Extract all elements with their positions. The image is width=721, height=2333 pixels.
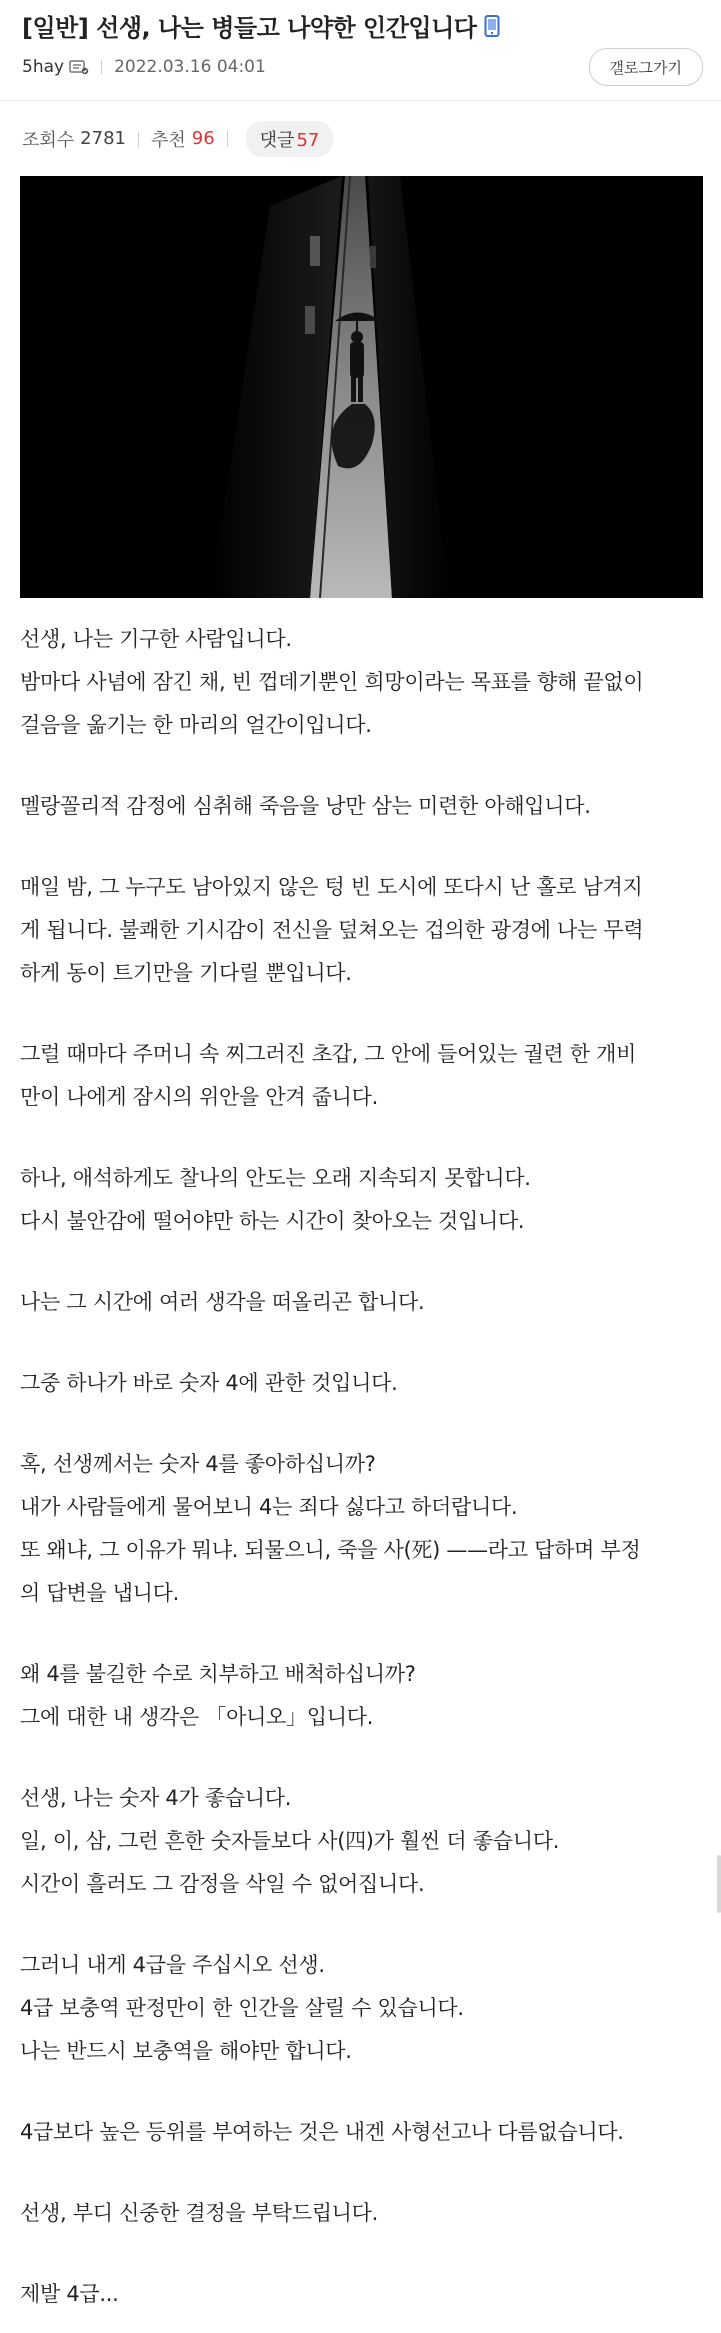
body-line: 제발 4급... [20,2282,119,2306]
body-line: 선생, 나는 숫자 4가 좋습니다. [20,1786,292,1810]
body-line: 선생, 나는 기구한 사람입니다. [20,627,292,651]
comments-count: 57 [296,129,320,151]
paragraph-gap [20,1324,701,1362]
post-date: 2022.03.16 04:01 [114,57,266,77]
paragraph-gap [20,1906,701,1944]
body-line: 하게 동이 트기만을 기다릴 뿐입니다. [20,961,352,985]
body-line: 만이 나에게 잠시의 위안을 안겨 줍니다. [20,1085,379,1109]
post-header [0,0,721,100]
body-line: 그럴 때마다 주머니 속 찌그러진 초갑, 그 안에 들어있는 궐련 한 개비 [20,1042,637,1066]
fixed-nickname-icon [69,59,89,75]
paragraph-gap [20,828,701,866]
post-title: [일반] 선생, 나는 병들고 나약한 인간입니다 [22,14,477,42]
paragraph-gap [20,1119,701,1157]
paragraph-gap [20,2235,701,2273]
scrollbar[interactable] [717,1855,721,1913]
body-line: 내가 사람들에게 물어보니 4는 죄다 싫다고 하더랍니다. [20,1495,518,1519]
body-line: 게 됩니다. 불쾌한 기시감이 전신을 덮쳐오는 겁의한 광경에 나는 무력 [20,918,644,942]
title-row [22,8,699,43]
paragraph-gap [20,1405,701,1443]
body-line: 그에 대한 내 생각은 「아니오」입니다. [20,1705,374,1729]
paragraph-gap [20,1615,701,1653]
body-line: 또 왜냐, 그 이유가 뭐냐. 되물으니, 죽을 사(死) ——라고 답하며 부정 [20,1538,641,1562]
paragraph-gap [20,1243,701,1281]
paragraph-gap [20,2154,701,2192]
body-line: 나는 그 시간에 여러 생각을 떠올리곤 합니다. [20,1290,425,1314]
comments-label: 댓글 [259,129,295,151]
body-line: 일, 이, 삼, 그런 흔한 숫자들보다 사(四)가 훨씬 더 좋습니다. [20,1829,560,1853]
body-line: 밤마다 사념에 잠긴 채, 빈 껍데기뿐인 희망이라는 목표를 향해 끝없이 [20,670,644,694]
views-count: 2781 [80,128,126,149]
gallog-button[interactable]: 갤로그가기 [589,48,703,86]
paragraph-gap [20,995,701,1033]
mobile-phone-icon [484,15,500,37]
recommend-label: 추천 [150,129,186,151]
post-body [0,618,721,2316]
body-line: 선생, 부디 신중한 결정을 부탁드립니다. [20,2201,379,2225]
body-line: 매일 밤, 그 누구도 남아있지 않은 텅 빈 도시에 또다시 난 홀로 남겨지 [20,875,643,899]
body-line: 4급보다 높은 등위를 부여하는 것은 내겐 사형선고나 다름없습니다. [20,2120,624,2144]
post-stats [0,101,721,176]
views-label: 조회수 [22,129,75,151]
post-image [20,176,703,598]
body-line: 하나, 애석하게도 찰나의 안도는 오래 지속되지 못합니다. [20,1166,531,1190]
body-line: 왜 4를 불길한 수로 치부하고 배척하십니까? [20,1662,416,1686]
stats-divider [227,131,228,147]
body-line: 4급 보충역 판정만이 한 인간을 살릴 수 있습니다. [20,1996,464,2020]
body-line: 혹, 선생께서는 숫자 4를 좋아하십니까? [20,1452,376,1476]
meta-divider [101,60,102,74]
recommend-count: 96 [191,128,215,149]
body-line: 시간이 흘러도 그 감정을 삭일 수 없어집니다. [20,1872,425,1896]
comments-button[interactable] [246,121,334,157]
body-line: 멜랑꼴리적 감정에 심취해 죽음을 낭만 삼는 미련한 아해입니다. [20,794,591,818]
body-line: 다시 불안감에 떨어야만 하는 시간이 찾아오는 것입니다. [20,1209,525,1233]
body-line: 의 답변을 냅니다. [20,1581,180,1605]
body-line: 나는 반드시 보충역을 해야만 합니다. [20,2039,352,2063]
stats-divider [138,131,139,147]
paragraph-gap [20,2073,701,2111]
body-line: 그러니 내게 4급을 주십시오 선생. [20,1953,325,1977]
body-line: 그중 하나가 바로 숫자 4에 관한 것입니다. [20,1371,398,1395]
body-line: 걸음을 옮기는 한 마리의 얼간이입니다. [20,713,372,737]
paragraph-gap [20,1739,701,1777]
author-name[interactable]: 5hay [22,57,65,77]
paragraph-gap [20,747,701,785]
